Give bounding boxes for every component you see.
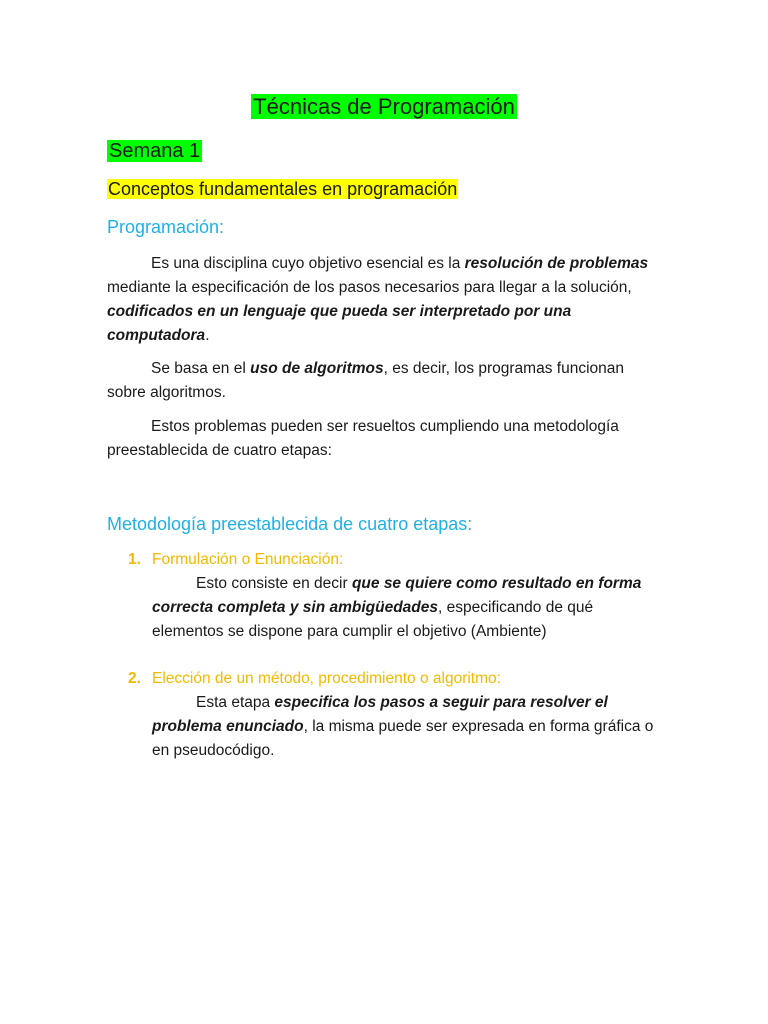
- list-item-formulacion: [128, 548, 668, 644]
- list-item-heading: [128, 667, 668, 691]
- emphasis-text: especifica los pasos a seguir para resolver el problema enunciado: [152, 694, 608, 735]
- paragraph-text: , es decir, los programas funcionan sobre algoritmos.: [107, 360, 624, 401]
- topic-heading: [107, 176, 458, 202]
- list-item-body: [152, 691, 662, 763]
- emphasis-text: que se quiere como resultado en forma correcta completa y sin ambigüedades: [152, 575, 642, 616]
- section-heading-metodologia: Metodología preestablecida de cuatro etapas:: [107, 514, 473, 534]
- list-item-title: Elección de un método, procedimiento o algoritmo:: [152, 670, 501, 687]
- emphasis-text: resolución de problemas: [464, 255, 649, 272]
- document-title-text: Técnicas de Programación: [253, 94, 515, 119]
- topic-heading-text: Conceptos fundamentales en programación: [108, 179, 458, 199]
- list-item-heading: [128, 548, 668, 572]
- paragraph-text: mediante la especificación de los pasos necesarios para llegar a la solución,: [107, 279, 632, 296]
- week-heading: [107, 136, 202, 166]
- list-item-body: [152, 572, 662, 644]
- paragraph-text: Se basa en el: [151, 360, 251, 377]
- paragraph-text: Esta etapa: [196, 694, 275, 711]
- emphasis-text: uso de algoritmos: [250, 360, 384, 377]
- section-heading-programacion: Programación:: [107, 217, 225, 237]
- document-title: [0, 91, 768, 123]
- list-item-title: Formulación o Enunciación:: [152, 551, 344, 568]
- week-heading-text: Semana 1: [109, 140, 201, 162]
- list-number: 2.: [128, 670, 141, 687]
- paragraph-methodology-intro: [107, 415, 667, 463]
- list-item-eleccion: [128, 667, 668, 763]
- paragraph-text: .: [205, 327, 210, 344]
- emphasis-text: codificados en un lenguaje que pueda ser interpretado por una computadora: [107, 303, 572, 344]
- paragraph-text: Esto consiste en decir: [196, 575, 352, 592]
- paragraph-text: Estos problemas pueden ser resueltos cumpliendo una metodología preestablecida de cuatro etapas:: [107, 418, 619, 459]
- list-number: 1.: [128, 551, 141, 568]
- paragraph-text: Es una disciplina cuyo objetivo esencial es la: [151, 255, 465, 272]
- paragraph-definition: [107, 252, 667, 348]
- paragraph-text: , especificando de qué elementos se dispone para cumplir el objetivo (Ambiente): [152, 599, 594, 640]
- paragraph-text: , la misma puede ser expresada en forma gráfica o en pseudocódigo.: [152, 718, 654, 759]
- paragraph-algorithms: [107, 357, 667, 405]
